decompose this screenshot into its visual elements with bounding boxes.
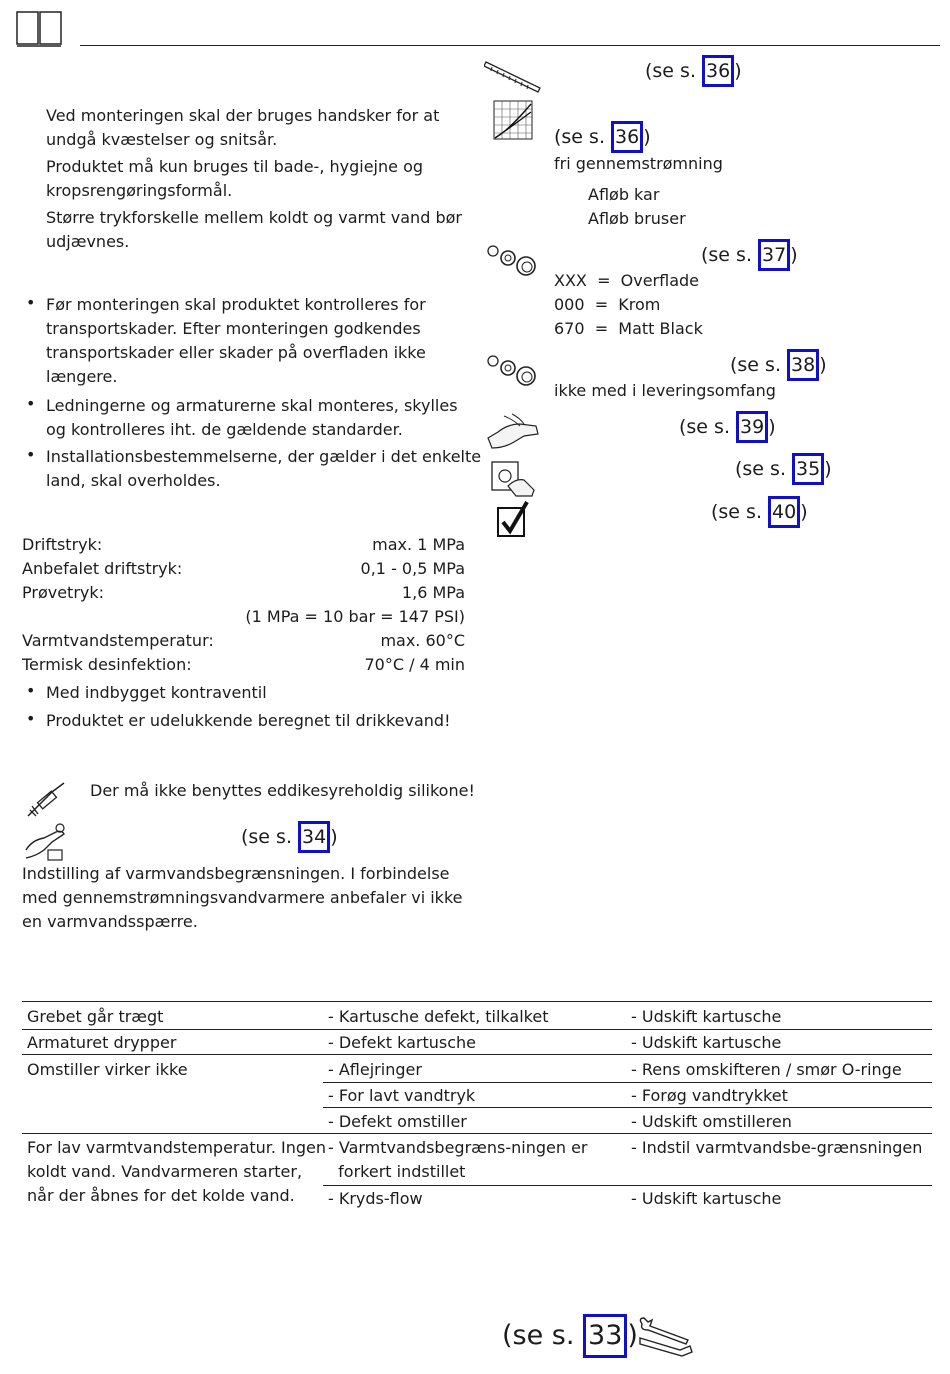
page-link-spare[interactable]: 37 — [758, 239, 790, 271]
ref-flow — [554, 121, 651, 153]
ref-dimensions — [645, 55, 742, 87]
ref-suffix: ) — [643, 126, 651, 148]
remedy-cell: - Rens omskifteren / smør O-ringe — [631, 1060, 902, 1079]
bullet: • — [26, 681, 36, 700]
note-line: Installationsbestemmelserne, der gælder i det enkelte — [46, 447, 482, 466]
book-icon — [14, 8, 64, 48]
bullet-text: Produktet er udelukkende beregnet til drikkevand! — [46, 711, 451, 730]
cause-cell: - For lavt vandtryk — [328, 1086, 476, 1105]
bullet: • — [26, 709, 36, 728]
spare-parts-icon — [484, 240, 542, 278]
ruler-icon — [484, 58, 542, 94]
ref-assembly — [502, 1314, 638, 1358]
silicone-note: Der må ikke benyttes eddikesyreholdig silikone! — [90, 781, 475, 800]
finish-code: 000 — [554, 295, 585, 314]
ref-prefix: (se s. — [502, 1320, 575, 1351]
page-link-special[interactable]: 38 — [787, 349, 819, 381]
spec-value: 70°C / 4 min — [364, 655, 465, 674]
page-link-service[interactable]: 35 — [792, 453, 824, 485]
ref-suffix: ) — [800, 501, 808, 523]
finish-row — [554, 293, 703, 317]
safety-line: Produktet må kun bruges til bade-, hygiejne og — [46, 157, 424, 176]
spec-label: Prøvetryk: — [22, 583, 105, 602]
text-line: med gennemstrømningsvandvarmere anbefaler vi ikke — [22, 888, 463, 907]
cleaning-hand-icon — [484, 412, 542, 452]
spec-value: 1,6 MPa — [401, 583, 465, 602]
page-link-assembly[interactable]: 33 — [583, 1314, 627, 1358]
service-hand-icon — [488, 456, 538, 498]
problem-cell: koldt vand. Vandvarmeren starter, — [27, 1162, 303, 1181]
finish-code: XXX — [554, 271, 587, 290]
ref-suffix: ) — [819, 354, 827, 376]
silicone-gun-icon — [24, 780, 68, 820]
finish-name: Overflade — [620, 271, 700, 290]
safety-line: Ved monteringen skal der bruges handsker for at — [46, 106, 440, 125]
ref-suffix: ) — [734, 60, 742, 82]
note-line: Før monteringen skal produktet kontrolleres for — [46, 295, 426, 314]
flow-text: fri gennemstrømning — [554, 154, 723, 173]
bullet: • — [26, 445, 36, 464]
table-rule — [323, 1107, 932, 1108]
ref-prefix: (se s. — [711, 501, 762, 523]
text-line: en varmvandsspærre. — [22, 912, 198, 931]
problem-cell: Grebet går trægt — [27, 1007, 164, 1026]
cause-cell: - Defekt kartusche — [328, 1033, 477, 1052]
spec-value: max. 60°C — [380, 631, 465, 650]
remedy-cell: - Udskift kartusche — [631, 1007, 782, 1026]
spec-value: (1 MPa = 10 bar = 147 PSI) — [245, 607, 465, 626]
spec-row — [22, 557, 465, 581]
spec-label: Varmtvandstemperatur: — [22, 631, 214, 650]
safety-notes — [46, 104, 462, 254]
problem-cell: Armaturet drypper — [27, 1033, 177, 1052]
cause-cell: - Varmtvandsbegræns-ningen er — [328, 1138, 588, 1157]
spec-row — [22, 605, 465, 629]
spec-value: 0,1 - 0,5 MPa — [360, 559, 465, 578]
spec-row — [22, 629, 465, 653]
note-line: transportskader. Efter monteringen godkendes — [46, 319, 421, 338]
problem-cell: Omstiller virker ikke — [27, 1060, 188, 1079]
table-rule — [22, 1001, 932, 1002]
cause-cell: - Defekt omstiller — [328, 1112, 467, 1131]
table-rule — [323, 1185, 932, 1186]
finish-eq: = — [594, 319, 609, 338]
table-rule — [22, 1029, 932, 1030]
table-rule — [22, 1054, 932, 1055]
note-line: længere. — [46, 367, 118, 386]
bullet: • — [26, 293, 36, 312]
hand-adjust-icon — [22, 820, 70, 862]
remedy-cell: - Udskift kartusche — [631, 1189, 782, 1208]
special-note: ikke med i leveringsomfang — [554, 381, 776, 400]
page-link-dimensions[interactable]: 36 — [702, 55, 734, 87]
flow-item: Afløb bruser — [588, 209, 686, 228]
ref-suffix: ) — [790, 244, 798, 266]
ref-prefix: (se s. — [679, 416, 730, 438]
flow-diagram-icon — [493, 100, 533, 140]
note-line: Ledningerne og armaturerne skal monteres, skylles — [46, 396, 458, 415]
ref-special — [730, 349, 827, 381]
finish-row — [554, 269, 703, 293]
ref-spare — [701, 239, 798, 271]
cause-cell: - Kryds-flow — [328, 1189, 423, 1208]
ref-suffix: ) — [824, 458, 832, 480]
ref-suffix: ) — [330, 826, 338, 848]
finish-code: 670 — [554, 319, 585, 338]
special-accessories-icon — [484, 350, 542, 388]
safety-line: udjævnes. — [46, 232, 130, 251]
cause-cell: forkert indstillet — [328, 1162, 466, 1181]
checkmark-icon — [496, 500, 530, 538]
ref-service — [735, 453, 832, 485]
safety-line: undgå kvæstelser og snitsår. — [46, 130, 278, 149]
page-link-cleaning[interactable]: 39 — [736, 411, 768, 443]
remedy-cell: - Udskift omstilleren — [631, 1112, 792, 1131]
spec-value: max. 1 MPa — [372, 535, 465, 554]
ref-prefix: (se s. — [554, 126, 605, 148]
spec-row — [22, 533, 465, 557]
finish-name: Krom — [618, 295, 661, 314]
spec-label: Driftstryk: — [22, 535, 103, 554]
specs-table — [22, 533, 465, 677]
page-link-test[interactable]: 40 — [768, 496, 800, 528]
page-link-hot-water[interactable]: 34 — [298, 821, 330, 853]
ref-hot-water — [241, 821, 338, 853]
note-line: og kontrolleres iht. de gældende standarder. — [46, 420, 403, 439]
table-rule — [22, 1133, 932, 1134]
problem-cell: For lav varmtvandstemperatur. Ingen — [27, 1138, 327, 1157]
spec-label: Anbefalet driftstryk: — [22, 559, 183, 578]
finishes-list — [554, 269, 703, 341]
remedy-cell: - Indstil varmtvandsbe-grænsningen — [631, 1138, 923, 1157]
hot-water-text — [22, 862, 462, 934]
note-line: transportskader eller skader på overfladen ikke — [46, 343, 426, 362]
bullet: • — [26, 394, 36, 413]
bullet-text: Med indbygget kontraventil — [46, 683, 267, 702]
cause-cell: - Kartusche defekt, tilkalket — [328, 1007, 549, 1026]
spec-row — [22, 653, 465, 677]
ref-prefix: (se s. — [645, 60, 696, 82]
ref-prefix: (se s. — [701, 244, 752, 266]
ref-cleaning — [679, 411, 776, 443]
header-rule — [80, 45, 940, 46]
wrench-screwdriver-icon — [636, 1316, 694, 1358]
ref-test — [711, 496, 808, 528]
spec-label: Termisk desinfektion: — [22, 655, 192, 674]
remedy-cell: - Forøg vandtrykket — [631, 1086, 788, 1105]
safety-line: Større trykforskelle mellem koldt og varmt vand bør — [46, 208, 462, 227]
ref-prefix: (se s. — [735, 458, 786, 480]
text-line: Indstilling af varmvandsbegrænsningen. I forbindelse — [22, 864, 450, 883]
ref-suffix: ) — [768, 416, 776, 438]
problem-cell: når der åbnes for det kolde vand. — [27, 1186, 295, 1205]
ref-prefix: (se s. — [730, 354, 781, 376]
finish-row — [554, 317, 703, 341]
note-line: land, skal overholdes. — [46, 471, 221, 490]
ref-suffix: ) — [627, 1320, 638, 1351]
finish-eq: = — [594, 295, 609, 314]
safety-line: kropsrengøringsformål. — [46, 181, 233, 200]
remedy-cell: - Udskift kartusche — [631, 1033, 782, 1052]
cause-cell: - Aflejringer — [328, 1060, 422, 1079]
page-link-flow[interactable]: 36 — [611, 121, 643, 153]
flow-item: Afløb kar — [588, 185, 660, 204]
ref-prefix: (se s. — [241, 826, 292, 848]
finish-name: Matt Black — [618, 319, 703, 338]
spec-row — [22, 581, 465, 605]
table-rule — [323, 1082, 932, 1083]
finish-eq: = — [597, 271, 611, 290]
